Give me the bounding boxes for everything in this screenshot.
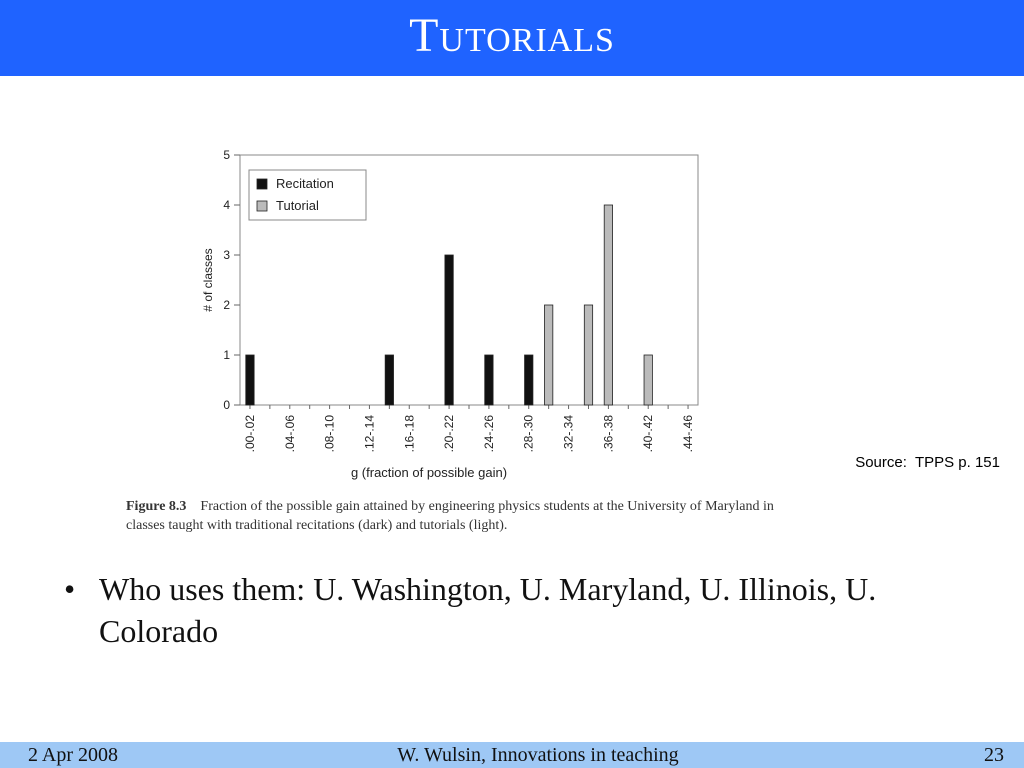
x-tick-label: .20-.22: [442, 415, 457, 453]
y-tick-label: 4: [223, 198, 230, 212]
legend-label: Recitation: [276, 176, 334, 191]
figure-label: Figure 8.3: [126, 499, 187, 514]
footer-date: 2 Apr 2008: [28, 744, 118, 766]
gain-chart: [190, 140, 710, 490]
bar-recitation: [485, 355, 493, 405]
x-tick-label: .00-.02: [242, 415, 257, 453]
x-axis-label: g (fraction of possible gain): [350, 465, 508, 480]
bar-tutorial: [584, 305, 592, 405]
x-tick-label: .32-.34: [561, 415, 576, 453]
x-tick-label: .12-.14: [362, 415, 377, 453]
title-bar: [0, 0, 1024, 76]
x-tick-label: .44-.46: [681, 415, 696, 453]
x-tick-label: .40-.42: [641, 415, 656, 453]
x-tick-label: .28-.30: [521, 415, 536, 453]
y-tick-label: 2: [223, 298, 230, 312]
x-tick-label: .08-.10: [322, 415, 337, 453]
bullet-list: [64, 568, 964, 652]
bar-recitation: [385, 355, 393, 405]
y-tick-label: 3: [223, 248, 230, 262]
legend-swatch: [257, 201, 267, 211]
x-tick-label: .04-.06: [282, 415, 297, 453]
y-tick-label: 1: [223, 348, 230, 362]
figure-caption-text: Fraction of the possible gain attained by engineering physics students at the University of Maryland in classes taught with traditional recitations (dark) and tutorials (light).: [126, 499, 774, 533]
bullet-item: [64, 568, 964, 652]
legend-label: Tutorial: [276, 198, 319, 213]
bar-recitation: [246, 355, 254, 405]
bar-recitation: [445, 255, 453, 405]
bar-tutorial: [644, 355, 652, 405]
footer-bar: [0, 742, 1024, 768]
bullet-dot: •: [64, 571, 76, 607]
bar-recitation: [525, 355, 533, 405]
x-tick-label: .24-.26: [481, 415, 496, 453]
x-tick-label: .36-.38: [601, 415, 616, 453]
bar-tutorial: [604, 205, 612, 405]
y-axis-label: # of classes: [201, 248, 215, 312]
slide-title: Tutorials: [409, 9, 615, 62]
x-tick-label: .16-.18: [402, 415, 417, 453]
footer-author: W. Wulsin, Innovations in teaching: [397, 744, 679, 766]
figure-caption: [126, 497, 786, 535]
y-tick-label: 0: [223, 398, 230, 412]
y-tick-label: 5: [223, 148, 230, 162]
source-note: Source: TPPS p. 151: [855, 454, 1000, 471]
page-number: 23: [984, 744, 1004, 766]
bullet-text: Who uses them: U. Washington, U. Maryland, U. Illinois, U. Colorado: [99, 571, 877, 649]
legend-swatch: [257, 179, 267, 189]
chart-svg: [190, 140, 710, 485]
bar-tutorial: [544, 305, 552, 405]
